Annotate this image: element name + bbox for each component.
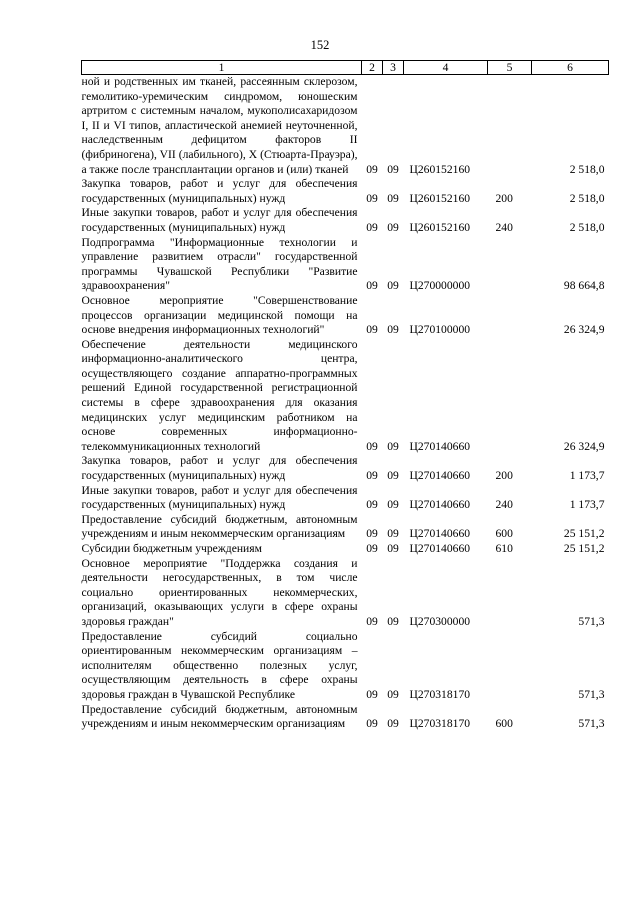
table-row [82, 294, 609, 338]
row-amount: 98 664,8 [563, 279, 605, 293]
row-expense-type [488, 630, 532, 703]
row-subsection: 09 [387, 279, 399, 293]
row-section: 09 [366, 439, 378, 453]
table-header [82, 61, 609, 75]
header-row [82, 61, 609, 75]
row-expense-type [488, 294, 532, 338]
table-body [82, 75, 609, 732]
header-col-2: 2 [362, 61, 383, 75]
row-name: Подпрограмма "Информационные технологии и управление развитием отрасли" государственной программы Чувашской Республики "Развитие здравоохранения" [81, 235, 358, 293]
table-row [82, 557, 609, 630]
row-section: 09 [366, 614, 378, 628]
row-amount: 1 173,7 [569, 498, 605, 512]
row-subsection: 09 [387, 191, 399, 205]
row-subsection: 09 [387, 220, 399, 234]
row-amount: 2 518,0 [569, 220, 605, 234]
row-subsection: 09 [387, 542, 399, 555]
table-row [82, 338, 609, 455]
row-amount: 25 151,2 [563, 527, 605, 541]
page-number: 152 [310, 38, 330, 52]
table-row [82, 703, 609, 732]
row-amount: 2 518,0 [569, 162, 605, 176]
header-col-1: 1 [82, 61, 362, 75]
row-section: 09 [366, 527, 378, 541]
row-name: Предоставление субсидий социально ориентированным некоммерческим организациям – исполнителям общественно полезных услуг, осуществляющим деятельность в сфере охраны здоровья граждан в Чувашской Республике [81, 629, 358, 701]
row-expense-type: 200 [495, 191, 513, 205]
row-section: 09 [366, 687, 378, 701]
row-subsection: 09 [387, 439, 399, 453]
table-row [82, 75, 609, 178]
row-expense-type: 600 [495, 527, 513, 541]
row-subsection: 09 [387, 717, 399, 731]
row-expense-type: 200 [495, 469, 513, 483]
row-section: 09 [366, 191, 378, 205]
row-section: 09 [366, 717, 378, 731]
row-section: 09 [366, 542, 378, 555]
row-section: 09 [366, 469, 378, 483]
row-target-item: Ц270300000 [409, 614, 471, 628]
row-expense-type: 610 [495, 542, 513, 555]
row-subsection: 09 [387, 498, 399, 512]
row-expense-type [488, 236, 532, 294]
table-row [82, 177, 609, 206]
row-expense-type [488, 75, 532, 178]
row-subsection: 09 [387, 527, 399, 541]
table-row [82, 484, 609, 513]
row-target-item: Ц270100000 [409, 323, 471, 337]
row-name: Иные закупки товаров, работ и услуг для обеспечения государственных (муниципальных) нужд [81, 483, 358, 512]
row-subsection: 09 [387, 323, 399, 337]
row-expense-type: 240 [495, 498, 513, 512]
row-target-item: Ц270140660 [409, 439, 471, 453]
row-name: Основное мероприятие "Поддержка создания и деятельности негосударственных, в том числе социально ориентированных некоммерческих, организаций, оказывающих услуги в сфере охраны здоровья граждан" [81, 556, 358, 628]
row-subsection: 09 [387, 687, 399, 701]
row-name: Предоставление субсидий бюджетным, автономным учреждениям и иным некоммерческим организациям [81, 702, 358, 731]
row-target-item: Ц270140660 [409, 498, 471, 512]
table-row [82, 513, 609, 542]
header-col-3: 3 [383, 61, 404, 75]
row-section: 09 [366, 279, 378, 293]
row-name: Обеспечение деятельности медицинского информационно-аналитического центра, осуществляющего создание аппаратно-программных решений Единой государственной регистрационной системы в сфере здравоохранения для оказания медицинских услуг медицинским работником на основе современных информационно-телекоммуникационных технологий [81, 337, 358, 453]
row-amount: 25 151,2 [563, 542, 605, 555]
row-target-item: Ц270000000 [409, 279, 471, 293]
row-subsection: 09 [387, 162, 399, 176]
row-target-item: Ц260152160 [409, 220, 471, 234]
row-expense-type [488, 338, 532, 455]
row-target-item: Ц260152160 [409, 162, 471, 176]
row-section: 09 [366, 162, 378, 176]
row-name: Иные закупки товаров, работ и услуг для обеспечения государственных (муниципальных) нужд [81, 206, 358, 234]
row-target-item: Ц260152160 [409, 191, 471, 205]
row-section: 09 [366, 323, 378, 337]
row-name: Закупка товаров, работ и услуг для обеспечения государственных (муниципальных) нужд [81, 177, 358, 205]
row-target-item: Ц270140660 [409, 469, 471, 483]
row-name: Закупка товаров, работ и услуг для обеспечения государственных (муниципальных) нужд [81, 454, 358, 483]
row-section: 09 [366, 498, 378, 512]
row-amount: 571,3 [578, 687, 605, 701]
row-target-item: Ц270318170 [409, 687, 471, 701]
row-expense-type: 600 [495, 717, 513, 731]
row-expense-type [488, 557, 532, 630]
header-col-4: 4 [404, 61, 488, 75]
budget-table [81, 60, 609, 732]
row-subsection: 09 [387, 469, 399, 483]
row-target-item: Ц270140660 [409, 527, 471, 541]
row-section: 09 [366, 220, 378, 234]
row-amount: 26 324,9 [563, 439, 605, 453]
row-name: ной и родственных им тканей, рассеянным склерозом, гемолитико-уремическим синдромом, юношеским артритом с системным началом, мукополисахаридозом I, II и VI типов, апластической анемией неуточненной, наследственным дефицитом факторов II (фибриногена), VII (лабильного), X (Стюарта-Прауэра), а также после трансплантации органов и (или) тканей [81, 75, 358, 176]
row-subsection: 09 [387, 614, 399, 628]
header-col-5: 5 [488, 61, 532, 75]
table-row [82, 206, 609, 235]
row-amount: 26 324,9 [563, 323, 605, 337]
row-target-item: Ц270318170 [409, 717, 471, 731]
row-name: Субсидии бюджетным учреждениям [81, 542, 262, 555]
row-amount: 571,3 [578, 614, 605, 628]
row-amount: 2 518,0 [569, 191, 605, 205]
row-target-item: Ц270140660 [409, 542, 471, 555]
row-name: Предоставление субсидий бюджетным, автономным учреждениям и иным некоммерческим организациям [81, 512, 358, 541]
row-amount: 1 173,7 [569, 469, 605, 483]
row-amount: 571,3 [578, 717, 605, 731]
header-col-6: 6 [532, 61, 609, 75]
table-row [82, 630, 609, 703]
table-row [82, 236, 609, 294]
table-row [82, 454, 609, 483]
row-name: Основное мероприятие "Совершенствование процессов организации медицинской помощи на основе внедрения информационных технологий" [81, 293, 358, 337]
table-row [82, 542, 609, 557]
row-expense-type: 240 [495, 220, 513, 234]
